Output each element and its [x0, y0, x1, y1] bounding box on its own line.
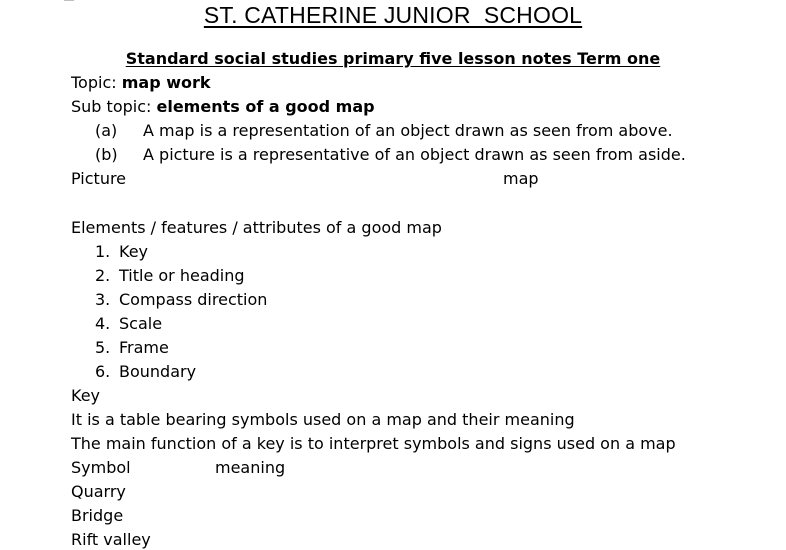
- key-row: Rift valley: [71, 530, 151, 549]
- list-item-text: Scale: [119, 314, 163, 333]
- key-definition: It is a table bearing symbols used on a map and their meaning: [71, 410, 575, 429]
- key-column-meaning: meaning: [215, 458, 286, 477]
- key-row: Bridge: [71, 506, 124, 525]
- comparison-map-label: map: [503, 169, 539, 188]
- key-row: Quarry: [71, 482, 126, 501]
- subtopic-line: [71, 97, 375, 117]
- key-function: The main function of a key is to interpret symbols and signs used on a map: [71, 434, 676, 453]
- list-item-number: 4.: [95, 314, 111, 333]
- list-item-number: 3.: [95, 290, 111, 309]
- subtopic-label: Sub topic:: [71, 97, 157, 116]
- list-item-number: 1.: [95, 242, 111, 261]
- key-heading: Key: [71, 386, 101, 405]
- definition-text-a: A map is a representation of an object drawn as seen from above.: [143, 121, 673, 140]
- list-item-number: 6.: [95, 362, 111, 381]
- topic-label: Topic:: [71, 73, 122, 92]
- list-item-text: Boundary: [119, 362, 197, 381]
- list-item-number: 5.: [95, 338, 111, 357]
- list-item-text: Frame: [119, 338, 169, 357]
- list-item-text: Title or heading: [119, 266, 245, 285]
- subtopic-value: elements of a good map: [156, 97, 375, 116]
- topic-line: [71, 73, 211, 93]
- key-column-symbol: Symbol: [71, 458, 131, 477]
- definition-marker-a: (a): [95, 121, 118, 140]
- list-item-text: Key: [119, 242, 149, 261]
- definition-text-b: A picture is a representative of an object drawn as seen from aside.: [143, 145, 686, 164]
- school-title: ST. CATHERINE JUNIOR SCHOOL: [203, 2, 583, 28]
- topic-value: map work: [121, 73, 211, 92]
- page-corner-mark: [64, 0, 74, 1]
- elements-heading: Elements / features / attributes of a good map: [71, 218, 442, 237]
- comparison-picture-label: Picture: [71, 169, 127, 188]
- definition-marker-b: (b): [95, 145, 118, 164]
- list-item-number: 2.: [95, 266, 111, 285]
- list-item-text: Compass direction: [119, 290, 268, 309]
- lesson-notes-subtitle: Standard social studies primary five lesson notes Term one: [125, 49, 661, 68]
